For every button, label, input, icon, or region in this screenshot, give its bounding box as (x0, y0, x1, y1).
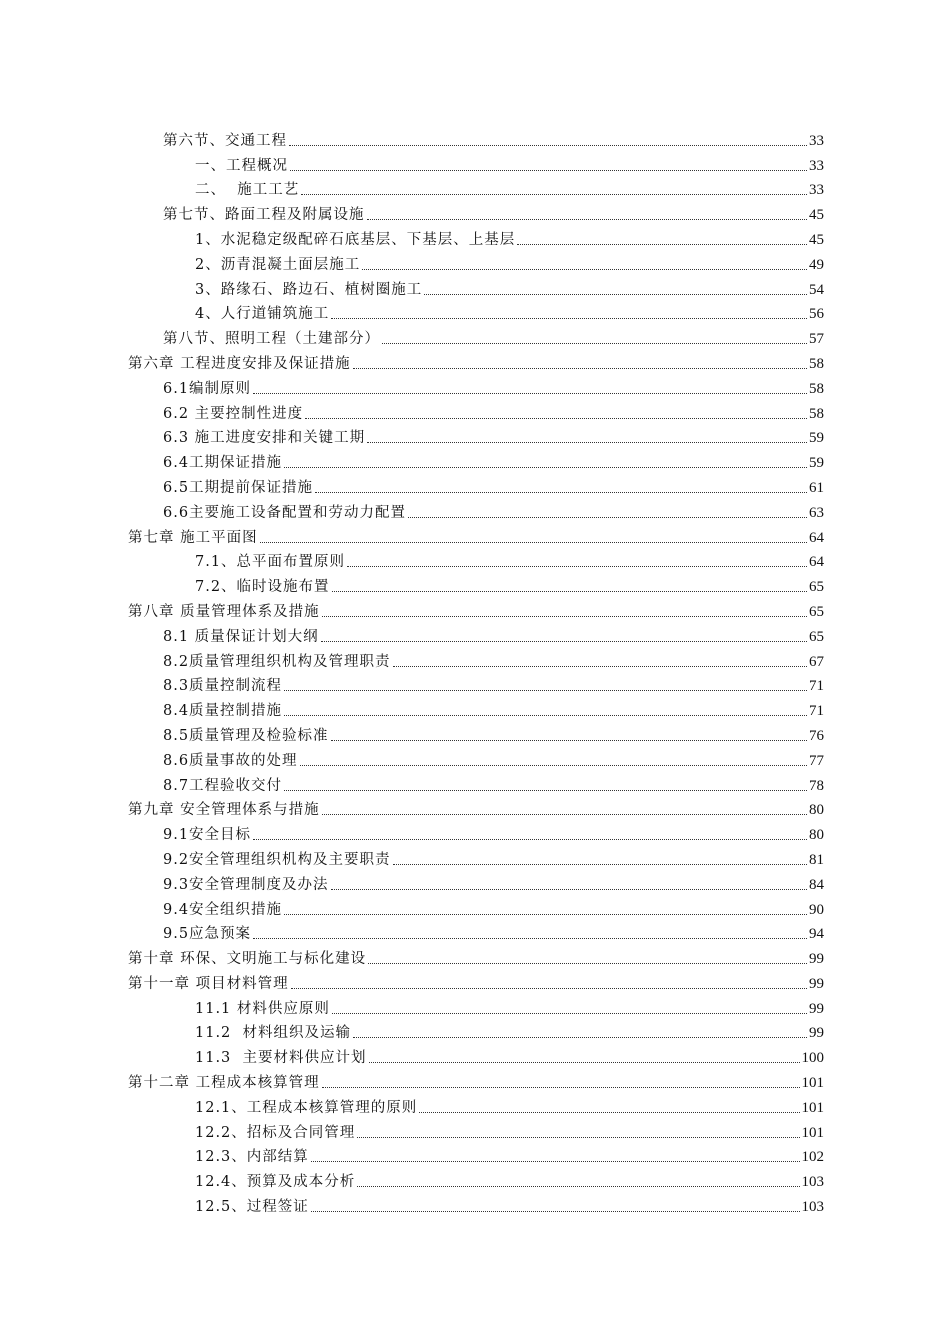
toc-entry-title: 12.5、过程签证 (195, 1199, 309, 1216)
table-of-contents (0, 125, 950, 1216)
toc-entry-title: 二、 施工工艺 (195, 182, 300, 199)
toc-entry-page: 33 (809, 132, 824, 149)
toc-entry-title: 3、路缘石、路边石、植树圈施工 (195, 281, 423, 298)
toc-entry[interactable] (0, 323, 950, 348)
toc-entry[interactable] (0, 274, 950, 299)
toc-entry-page: 65 (809, 628, 824, 645)
toc-entry-page: 101 (801, 1124, 824, 1141)
dot-leader (291, 987, 807, 989)
toc-entry[interactable] (0, 745, 950, 770)
toc-entry[interactable] (0, 249, 950, 274)
dot-leader (284, 913, 807, 915)
dot-leader (311, 1210, 800, 1212)
toc-entry-title: 2、沥青混凝土面层施工 (195, 256, 361, 273)
toc-entry-page: 54 (809, 281, 824, 298)
toc-entry[interactable] (0, 472, 950, 497)
toc-entry[interactable] (0, 1092, 950, 1117)
toc-entry[interactable] (0, 596, 950, 621)
dot-leader (347, 565, 807, 567)
dot-leader (369, 1061, 800, 1063)
toc-entry-page: 33 (809, 182, 824, 199)
dot-leader (322, 615, 807, 617)
toc-entry-title: 7.2、临时设施布置 (195, 579, 330, 596)
toc-entry-page: 99 (809, 1000, 824, 1017)
dot-leader (408, 516, 807, 518)
dot-leader (517, 243, 807, 245)
toc-entry-page: 58 (809, 355, 824, 372)
dot-leader (315, 491, 807, 493)
toc-entry-page: 61 (809, 479, 824, 496)
toc-entry[interactable] (0, 398, 950, 423)
toc-entry-page: 84 (809, 876, 824, 893)
toc-entry-title: 6.3 施工进度安排和关键工期 (163, 430, 366, 447)
toc-entry-title: 第十章 环保、文明施工与标化建设 (128, 951, 367, 968)
toc-entry[interactable] (0, 497, 950, 522)
toc-entry[interactable] (0, 1042, 950, 1067)
toc-entry[interactable] (0, 125, 950, 150)
toc-entry-title: 8.7工程验收交付 (163, 777, 283, 794)
toc-entry[interactable] (0, 571, 950, 596)
toc-entry-page: 101 (801, 1075, 824, 1092)
toc-entry-title: 9.3安全管理制度及办法 (163, 876, 329, 893)
toc-entry-title: 一、工程概况 (195, 157, 288, 174)
toc-entry[interactable] (0, 720, 950, 745)
toc-entry-title: 6.4工期保证措施 (163, 455, 283, 472)
toc-entry-title: 6.5工期提前保证措施 (163, 479, 314, 496)
dot-leader (367, 218, 808, 220)
toc-entry-title: 第六节、交通工程 (163, 132, 287, 149)
dot-leader (419, 1111, 799, 1113)
toc-entry-title: 第十二章 工程成本核算管理 (128, 1075, 320, 1092)
toc-entry-title: 9.2安全管理组织机构及主要职责 (163, 851, 391, 868)
toc-entry-title: 12.2、招标及合同管理 (195, 1124, 356, 1141)
toc-entry[interactable] (0, 150, 950, 175)
toc-entry[interactable] (0, 199, 950, 224)
dot-leader (284, 789, 807, 791)
dot-leader (305, 417, 807, 419)
toc-entry-page: 59 (809, 430, 824, 447)
toc-entry-page: 63 (809, 504, 824, 521)
toc-entry[interactable] (0, 224, 950, 249)
toc-entry-page: 76 (809, 727, 824, 744)
toc-entry[interactable] (0, 770, 950, 795)
toc-entry-page: 103 (801, 1174, 824, 1191)
toc-entry-page: 77 (809, 752, 824, 769)
toc-entry[interactable] (0, 1018, 950, 1043)
toc-entry-title: 11.1 材料供应原则 (195, 1000, 330, 1017)
dot-leader (260, 541, 807, 543)
toc-entry-title: 6.2 主要控制性进度 (163, 405, 304, 422)
dot-leader (322, 813, 807, 815)
dot-leader (357, 1185, 799, 1187)
dot-leader (290, 169, 807, 171)
toc-entry[interactable] (0, 522, 950, 547)
toc-entry[interactable] (0, 373, 950, 398)
dot-leader (332, 590, 807, 592)
dot-leader (284, 466, 807, 468)
toc-entry[interactable] (0, 1067, 950, 1092)
toc-entry-title: 6.6主要施工设备配置和劳动力配置 (163, 504, 407, 521)
toc-entry[interactable] (0, 646, 950, 671)
toc-entry[interactable] (0, 1117, 950, 1142)
toc-entry[interactable] (0, 423, 950, 448)
toc-entry[interactable] (0, 943, 950, 968)
dot-leader (331, 317, 807, 319)
dot-leader (301, 193, 807, 195)
toc-entry-title: 12.1、工程成本核算管理的原则 (195, 1099, 418, 1116)
toc-entry[interactable] (0, 671, 950, 696)
toc-entry[interactable] (0, 819, 950, 844)
dot-leader (284, 714, 807, 716)
toc-entry-page: 103 (801, 1199, 824, 1216)
dot-leader (353, 1036, 807, 1038)
toc-entry-page: 101 (801, 1099, 824, 1116)
toc-entry-title: 8.5质量管理及检验标准 (163, 727, 329, 744)
toc-entry-page: 100 (801, 1050, 824, 1067)
dot-leader (311, 1160, 800, 1162)
toc-entry-title: 第七节、路面工程及附属设施 (163, 207, 365, 224)
dot-leader (331, 888, 807, 890)
toc-entry-page: 94 (809, 926, 824, 943)
toc-entry[interactable] (0, 547, 950, 572)
toc-entry-title: 1、水泥稳定级配碎石底基层、下基层、上基层 (195, 231, 516, 248)
dot-leader (368, 962, 807, 964)
toc-entry[interactable] (0, 894, 950, 919)
toc-entry[interactable] (0, 1191, 950, 1216)
toc-entry-page: 102 (801, 1149, 824, 1166)
toc-entry-title: 11.3 主要材料供应计划 (195, 1050, 367, 1067)
toc-entry-title: 11.2 材料组织及运输 (195, 1025, 352, 1042)
toc-entry-page: 33 (809, 157, 824, 174)
dot-leader (322, 1086, 800, 1088)
toc-entry-page: 59 (809, 455, 824, 472)
toc-entry[interactable] (0, 1142, 950, 1167)
toc-entry-title: 第八章 质量管理体系及措施 (128, 603, 320, 620)
toc-entry-page: 67 (809, 653, 824, 670)
dot-leader (253, 838, 807, 840)
toc-entry-page: 71 (809, 678, 824, 695)
toc-entry-title: 第十一章 项目材料管理 (128, 975, 289, 992)
toc-entry-title: 9.1安全目标 (163, 827, 252, 844)
toc-entry-title: 第八节、照明工程（土建部分） (163, 331, 380, 348)
toc-entry-page: 49 (809, 256, 824, 273)
toc-entry[interactable] (0, 299, 950, 324)
toc-entry-page: 64 (809, 554, 824, 571)
dot-leader (284, 689, 807, 691)
dot-leader (300, 764, 807, 766)
toc-entry-title: 8.2质量管理组织机构及管理职责 (163, 653, 391, 670)
toc-entry[interactable] (0, 175, 950, 200)
toc-entry[interactable] (0, 869, 950, 894)
toc-entry-title: 8.1 质量保证计划大纲 (163, 628, 319, 645)
toc-entry-page: 45 (809, 207, 824, 224)
toc-entry-title: 8.6质量事故的处理 (163, 752, 298, 769)
toc-entry-page: 45 (809, 231, 824, 248)
dot-leader (253, 937, 807, 939)
toc-entry-page: 56 (809, 306, 824, 323)
toc-entry-page: 65 (809, 603, 824, 620)
toc-entry-page: 90 (809, 901, 824, 918)
toc-entry-title: 第九章 安全管理体系与措施 (128, 802, 320, 819)
toc-entry-title: 8.3质量控制流程 (163, 678, 283, 695)
toc-entry[interactable] (0, 348, 950, 373)
dot-leader (357, 1136, 799, 1138)
dot-leader (393, 665, 807, 667)
toc-entry-title: 第七章 施工平面图 (128, 529, 258, 546)
dot-leader (321, 640, 807, 642)
toc-entry-page: 64 (809, 529, 824, 546)
toc-entry-page: 78 (809, 777, 824, 794)
dot-leader (353, 367, 807, 369)
toc-entry-page: 81 (809, 851, 824, 868)
toc-entry-page: 80 (809, 827, 824, 844)
toc-entry-title: 4、人行道铺筑施工 (195, 306, 330, 323)
dot-leader (424, 293, 807, 295)
toc-entry-title: 12.3、内部结算 (195, 1149, 309, 1166)
toc-entry-page: 99 (809, 951, 824, 968)
dot-leader (393, 863, 807, 865)
toc-entry-page: 99 (809, 975, 824, 992)
toc-entry-page: 99 (809, 1025, 824, 1042)
dot-leader (332, 1012, 807, 1014)
toc-entry[interactable] (0, 919, 950, 944)
dot-leader (253, 392, 807, 394)
toc-entry-title: 9.5应急预案 (163, 926, 252, 943)
dot-leader (289, 144, 807, 146)
dot-leader (367, 441, 807, 443)
toc-entry-page: 58 (809, 405, 824, 422)
toc-entry-page: 58 (809, 380, 824, 397)
toc-entry[interactable] (0, 795, 950, 820)
toc-entry-page: 65 (809, 579, 824, 596)
toc-entry-title: 第六章 工程进度安排及保证措施 (128, 355, 351, 372)
toc-entry[interactable] (0, 621, 950, 646)
toc-entry-title: 8.4质量控制措施 (163, 703, 283, 720)
toc-entry-page: 57 (809, 331, 824, 348)
toc-entry-title: 12.4、预算及成本分析 (195, 1174, 356, 1191)
dot-leader (331, 739, 807, 741)
toc-entry-title: 6.1编制原则 (163, 380, 252, 397)
toc-entry-title: 7.1、总平面布置原则 (195, 554, 346, 571)
toc-entry-page: 80 (809, 802, 824, 819)
dot-leader (382, 342, 807, 344)
toc-entry[interactable] (0, 1166, 950, 1191)
toc-entry[interactable] (0, 447, 950, 472)
toc-entry[interactable] (0, 844, 950, 869)
toc-entry[interactable] (0, 993, 950, 1018)
toc-entry[interactable] (0, 695, 950, 720)
dot-leader (362, 268, 807, 270)
toc-entry-page: 71 (809, 703, 824, 720)
toc-entry-title: 9.4安全组织措施 (163, 901, 283, 918)
toc-entry[interactable] (0, 968, 950, 993)
